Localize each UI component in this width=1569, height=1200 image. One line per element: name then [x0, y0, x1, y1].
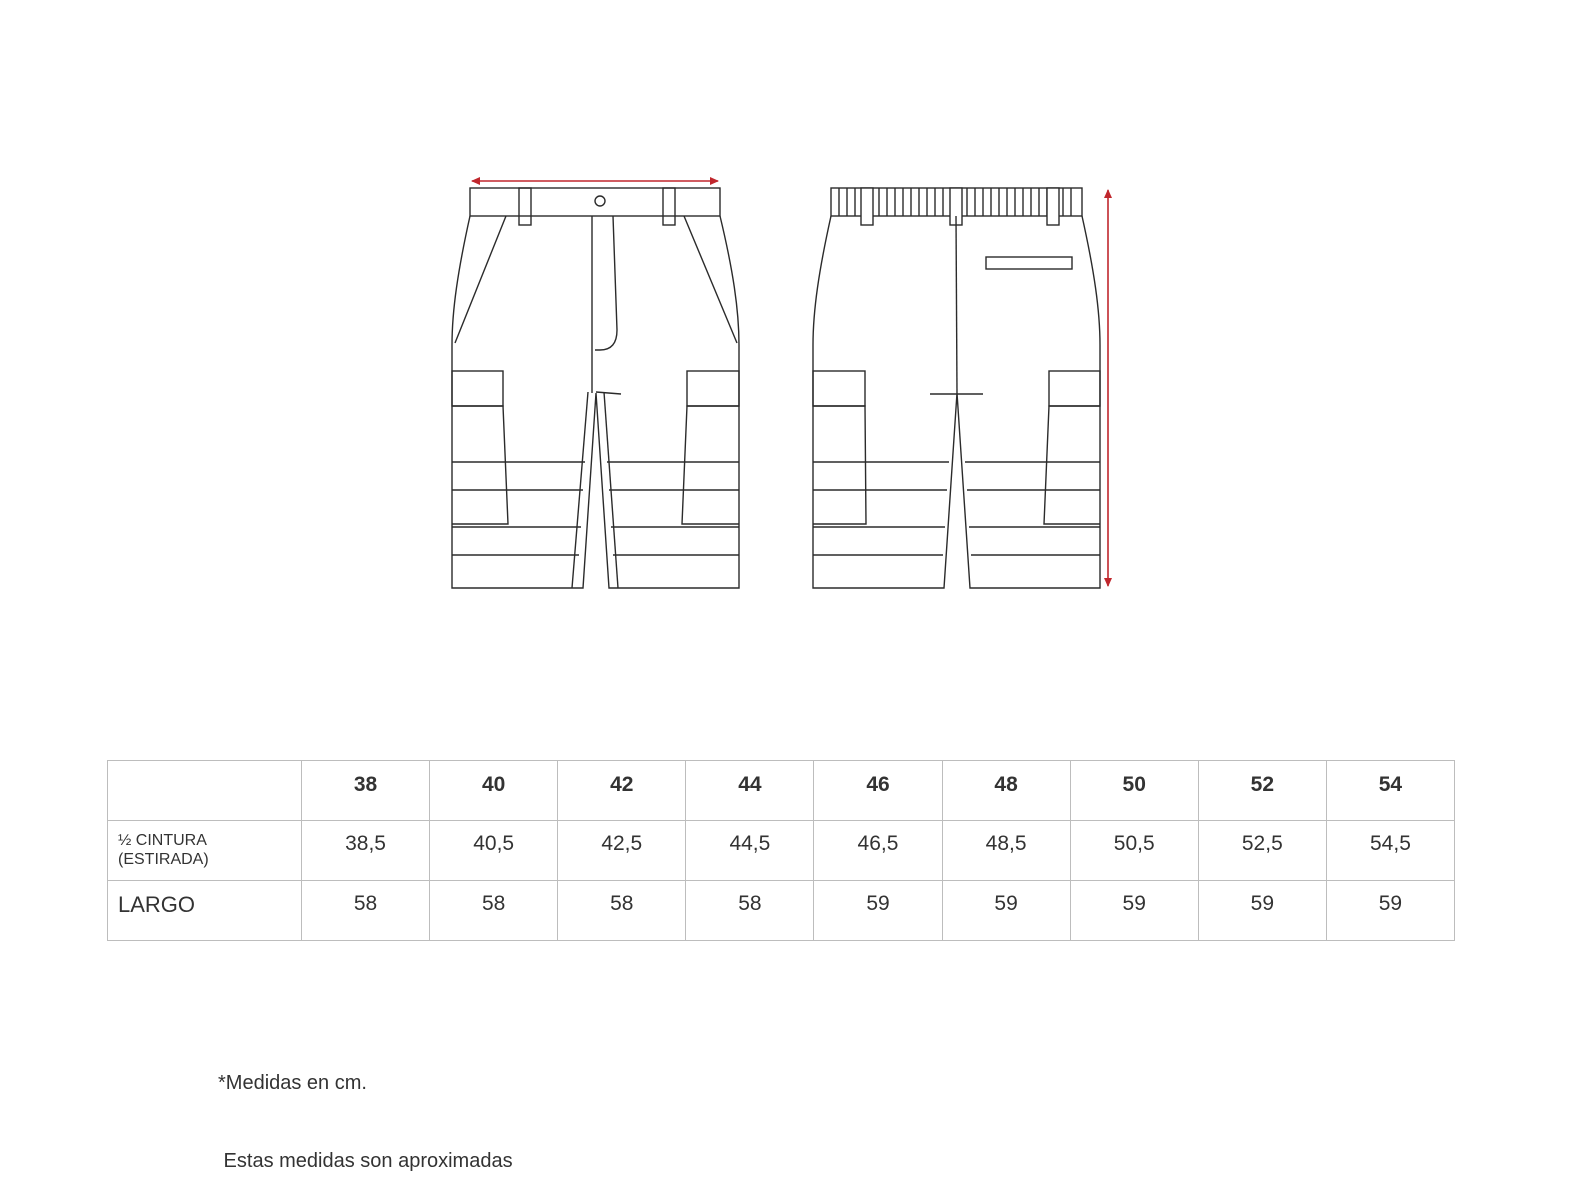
- footnote-approximate: Estas medidas son aproximadas: [218, 1150, 513, 1172]
- measurement-cell: 48,5: [942, 821, 1070, 881]
- measurement-cell: 58: [302, 881, 430, 941]
- shorts-back-view: [813, 188, 1100, 588]
- measurement-cell: 50,5: [1070, 821, 1198, 881]
- size-header-cell: 48: [942, 761, 1070, 821]
- measurement-cell: 58: [558, 881, 686, 941]
- size-header-cell: 44: [686, 761, 814, 821]
- table-row-length: [108, 881, 1455, 941]
- footnote-units: *Medidas en cm.: [218, 1072, 367, 1094]
- size-header-cell: 46: [814, 761, 942, 821]
- measurement-cell: 46,5: [814, 821, 942, 881]
- size-header-row: [108, 761, 1455, 821]
- measurement-cell: 59: [1198, 881, 1326, 941]
- measurement-cell: 58: [686, 881, 814, 941]
- measurement-cell: 58: [430, 881, 558, 941]
- row-label-cell: [108, 821, 302, 881]
- row-label-cell: [108, 881, 302, 941]
- measurement-cell: 59: [1326, 881, 1454, 941]
- measurement-cell: 59: [814, 881, 942, 941]
- measurement-cell: 52,5: [1198, 821, 1326, 881]
- measurement-footnote: [218, 1018, 513, 1200]
- measurement-cell: 59: [1070, 881, 1198, 941]
- table-row-half-waist: [108, 821, 1455, 881]
- row-label-half-waist: ½ CINTURA (ESTIRADA): [118, 832, 209, 868]
- row-label-length: LARGO: [118, 892, 196, 917]
- table-corner-cell: [108, 761, 302, 821]
- size-header-cell: 50: [1070, 761, 1198, 821]
- size-header-cell: 42: [558, 761, 686, 821]
- size-header-cell: 40: [430, 761, 558, 821]
- measurement-cell: 44,5: [686, 821, 814, 881]
- size-header-cell: 52: [1198, 761, 1326, 821]
- measurement-cell: 54,5: [1326, 821, 1454, 881]
- measurement-cell: 40,5: [430, 821, 558, 881]
- shorts-front-view: [452, 188, 739, 588]
- measurement-cell: 38,5: [302, 821, 430, 881]
- size-header-cell: 54: [1326, 761, 1454, 821]
- size-header-cell: 38: [302, 761, 430, 821]
- measurement-cell: 42,5: [558, 821, 686, 881]
- size-chart-table: [107, 760, 1455, 941]
- measurement-cell: 59: [942, 881, 1070, 941]
